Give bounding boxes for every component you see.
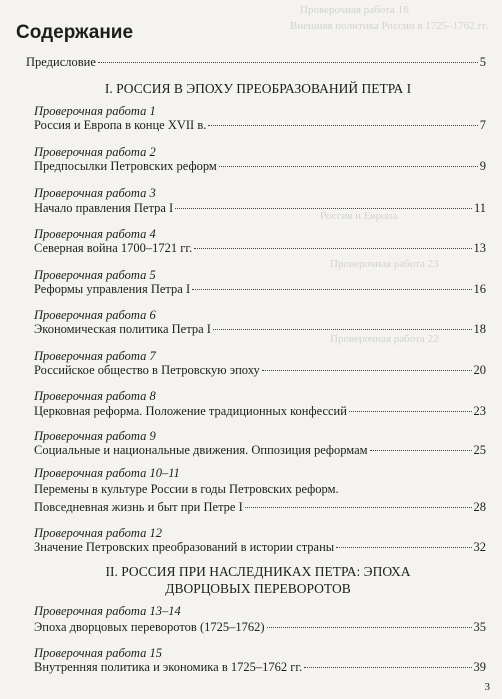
toc-page-number: 16: [473, 282, 486, 296]
toc-entry-topic: Реформы управления Петра I: [34, 282, 191, 296]
dot-leader: [349, 411, 472, 412]
bleed-through-text: Проверочная работа 16: [300, 4, 409, 16]
toc-page-number: 25: [473, 443, 486, 457]
work-label: Проверочная работа 3: [34, 186, 156, 200]
toc-entry[interactable]: [34, 404, 486, 419]
toc-page-number: 13: [473, 241, 486, 255]
dot-leader: [98, 62, 478, 63]
toc-page-number: 11: [473, 201, 486, 215]
work-label: Проверочная работа 12: [34, 526, 162, 540]
section-heading: I. РОССИЯ В ЭПОХУ ПРЕОБРАЗОВАНИЙ ПЕТРА I: [104, 81, 412, 96]
bleed-through-text: Внешняя политика России в 1725–1762 гг.: [290, 20, 489, 32]
toc-entry-topic: Значение Петровских преобразований в истории страны: [34, 540, 335, 554]
toc-entry-label: Предисловие: [26, 55, 96, 69]
toc-page-number: 32: [473, 540, 486, 554]
toc-entry[interactable]: [34, 322, 486, 337]
toc-page-number: 28: [473, 500, 486, 514]
dot-leader: [304, 667, 471, 668]
work-label: Проверочная работа 7: [34, 349, 156, 363]
toc-page-number: 18: [473, 322, 486, 336]
work-label: Проверочная работа 2: [34, 145, 156, 159]
toc-page-number: 5: [479, 55, 486, 69]
toc-entry-topic: Перемены в культуре России в годы Петровских реформ.: [34, 482, 339, 496]
work-label: Проверочная работа 9: [34, 429, 156, 443]
dot-leader: [370, 450, 472, 451]
toc-entry-preface[interactable]: [26, 55, 486, 70]
dot-leader: [245, 507, 472, 508]
work-label: Проверочная работа 8: [34, 389, 156, 403]
work-label: Проверочная работа 13–14: [34, 604, 181, 618]
page-title: Содержание: [16, 22, 134, 43]
dot-leader: [208, 125, 477, 126]
toc-entry[interactable]: [34, 282, 486, 297]
toc-entry-topic: Церковная реформа. Положение традиционных конфессий: [34, 404, 347, 418]
toc-entry-topic: Северная война 1700–1721 гг.: [34, 241, 193, 255]
toc-page-number: 7: [479, 118, 486, 132]
toc-entry[interactable]: [34, 241, 486, 256]
dot-leader: [213, 329, 472, 330]
dot-leader: [336, 547, 471, 548]
toc-entry[interactable]: [34, 540, 486, 555]
toc-entry-topic: Социальные и национальные движения. Оппозиция реформам: [34, 443, 368, 457]
toc-page-number: 20: [473, 363, 486, 377]
toc-entry-topic: Россия и Европа в конце XVII в.: [34, 118, 207, 132]
toc-page-number: 9: [479, 159, 486, 173]
section-heading: II. РОССИЯ ПРИ НАСЛЕДНИКАХ ПЕТРА: ЭПОХА: [105, 564, 411, 579]
page-number: 3: [484, 681, 490, 693]
toc-entry[interactable]: [34, 201, 486, 216]
toc-entry-topic: Экономическая политика Петра I: [34, 322, 211, 336]
work-label: Проверочная работа 1: [34, 104, 156, 118]
work-label: Проверочная работа 15: [34, 646, 162, 660]
toc-entry-topic: Предпосылки Петровских реформ: [34, 159, 217, 173]
dot-leader: [175, 208, 472, 209]
toc-entry[interactable]: [34, 159, 486, 174]
bleed-through-text: Проверочная работа 23: [330, 258, 439, 270]
bleed-through-text: Проверочная работа 22: [330, 333, 439, 345]
toc-entry[interactable]: [34, 500, 486, 515]
dot-leader: [192, 289, 471, 290]
toc-entry-topic: Российское общество в Петровскую эпоху: [34, 363, 260, 377]
bleed-through-text: Россия и Европа: [320, 210, 398, 222]
toc-entry[interactable]: [34, 363, 486, 378]
toc-entry-topic: Начало правления Петра I: [34, 201, 174, 215]
work-label: Проверочная работа 5: [34, 268, 156, 282]
dot-leader: [262, 370, 472, 371]
toc-page-number: 23: [473, 404, 486, 418]
work-label: Проверочная работа 6: [34, 308, 156, 322]
toc-entry[interactable]: [34, 443, 486, 458]
dot-leader: [267, 627, 472, 628]
toc-page-number: 35: [473, 620, 486, 634]
toc-entry[interactable]: [34, 660, 486, 675]
toc-page-number: 39: [473, 660, 486, 674]
toc-entry[interactable]: [34, 118, 486, 133]
dot-leader: [219, 166, 478, 167]
work-label: Проверочная работа 4: [34, 227, 156, 241]
work-label: Проверочная работа 10–11: [34, 466, 180, 480]
dot-leader: [194, 248, 471, 249]
toc-entry[interactable]: [34, 620, 486, 635]
toc-entry-topic: Повседневная жизнь и быт при Петре I: [34, 500, 243, 514]
section-heading: ДВОРЦОВЫХ ПЕРЕВОРОТОВ: [165, 581, 351, 596]
toc-entry-topic: Внутренняя политика и экономика в 1725–1762 гг.: [34, 660, 303, 674]
toc-entry-topic: Эпоха дворцовых переворотов (1725–1762): [34, 620, 265, 634]
